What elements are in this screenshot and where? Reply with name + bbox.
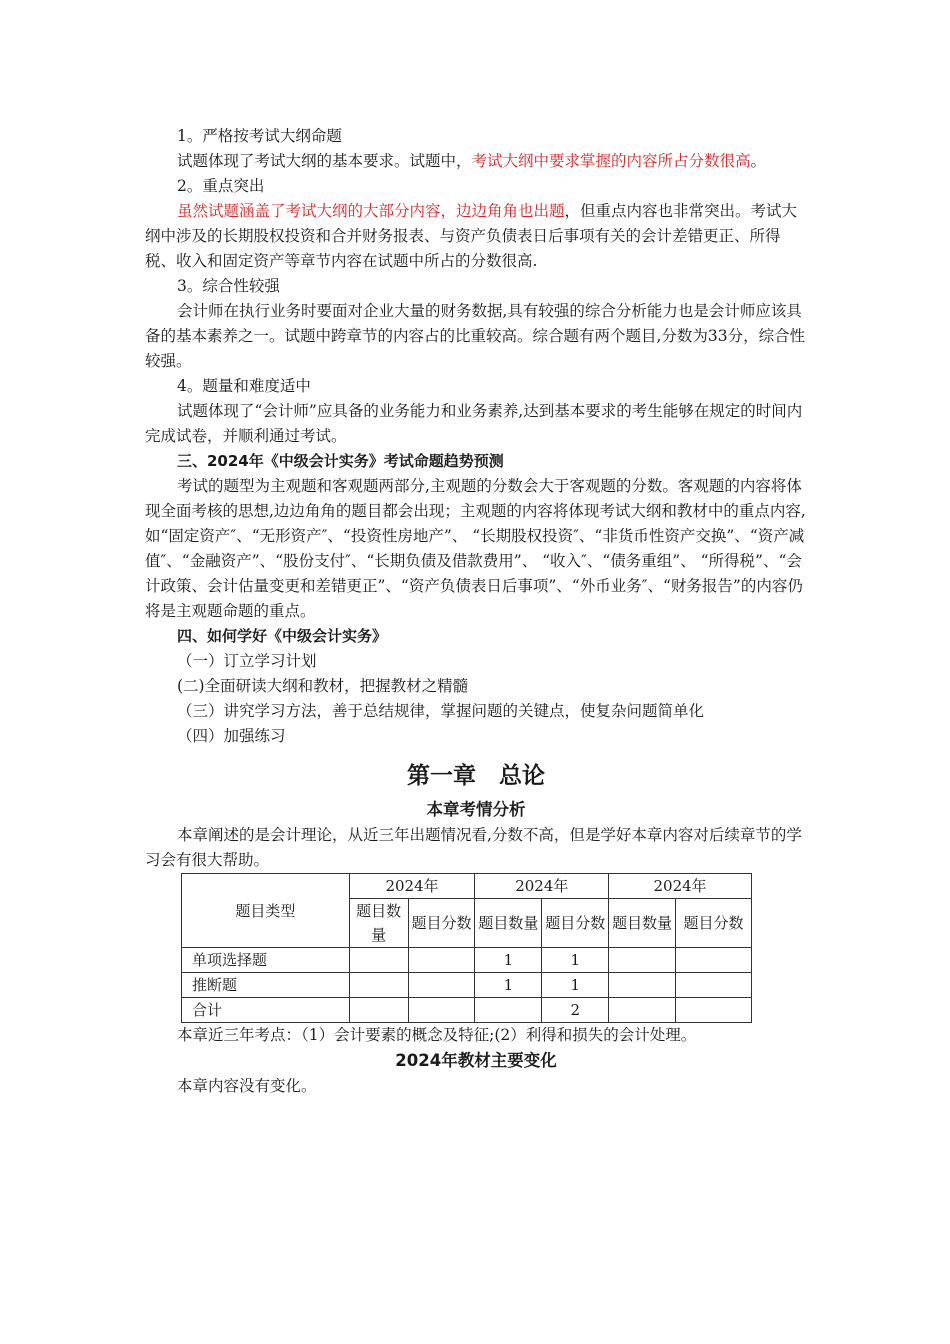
row-label-cell: 合计	[182, 998, 350, 1023]
paragraph-text: 试题体现了考试大纲的基本要求。试题中，	[177, 152, 472, 170]
type-header-cell: 题目类型	[182, 874, 350, 948]
table-row	[182, 948, 752, 973]
analysis-paragraph: 本章阐述的是会计理论，从近三年出题情况看,分数不高，但是学好本章内容对后续章节的学习会有很大帮助。	[145, 826, 802, 869]
table-cell: 2	[542, 998, 609, 1023]
sec1-heading-3: 3。综合性较强	[177, 277, 280, 295]
table-cell	[676, 998, 752, 1023]
sec1-heading-4: 4。题量和难度适中	[177, 377, 311, 395]
table-cell	[408, 973, 475, 998]
table-cell	[676, 973, 752, 998]
row-label-cell: 推断题	[182, 973, 350, 998]
subheader-cell: 题目数量	[609, 899, 676, 948]
sec1-heading-2: 2。重点突出	[177, 177, 265, 195]
highlight-text: 考试大纲中要求掌握的内容所占分数很高	[471, 152, 751, 170]
subheader-cell: 题目数量	[349, 899, 408, 948]
subheader-cell: 题目分数	[676, 899, 752, 948]
sec4-item: (二)全面研读大纲和教材，把握教材之精髓	[177, 677, 469, 695]
paragraph-text: 。	[750, 152, 767, 170]
year-header-cell: 2024年	[475, 874, 609, 899]
paragraph-text: ，但重点内容也非常突出。考试大纲中涉及的长期股权投资和合并财务报表、与资产负债表日后事项有关的会计差错更正、所得税、收入和固定资产等章节内容在试题中所占的分数很高.	[145, 202, 798, 270]
highlight-text: 虽然试题涵盖了考试大纲的大部分内容，边边角角也出题	[177, 202, 565, 220]
sec1-paragraph-1	[145, 149, 807, 174]
change-paragraph: 本章内容没有变化。	[177, 1077, 317, 1095]
analysis-title: 本章考情分析	[426, 800, 526, 819]
table-cell: 1	[475, 948, 542, 973]
change-title: 2024年教材主要变化	[395, 1051, 557, 1070]
sec4-item: （三）讲究学习方法，善于总结规律，掌握问题的关键点，使复杂问题简单化	[177, 702, 705, 720]
table-cell	[408, 998, 475, 1023]
sec3-heading: 三、2024年《中级会计实务》考试命题趋势预测	[177, 452, 504, 470]
table-cell	[349, 948, 408, 973]
subheader-cell: 题目分数	[542, 899, 609, 948]
table-cell: 1	[542, 948, 609, 973]
sec1-heading-1: 1。严格按考试大纲命题	[177, 127, 342, 145]
chapter-title: 第一章 总论	[407, 763, 545, 789]
sec1-paragraph-4: 试题体现了“会计师”应具备的业务能力和业务素养,达到基本要求的考生能够在规定的时间内完成试卷，并顺利通过考试。	[145, 402, 803, 445]
table-cell	[475, 998, 542, 1023]
row-label-cell: 单项选择题	[182, 948, 350, 973]
sec3-paragraph: 考试的题型为主观题和客观题两部分,主观题的分数会大于客观题的分数。客观题的内容将体现全面考核的思想,边边角角的题目都会出现；主观题的内容将体现考试大纲和教材中的重点内容,如“固定资产″、“无形资产″、“投资性房地产”、 “长期股权投资″、“非货币性资产交换”、“资产减值″、“金融资产”、“股份支付″、“长期负债及借款费用”、 “收入″、“债务重组”、 “所得税”、“会计政策、会计估量变更和差错更正”、“资产负债表日后事项”、“外币业务″、“财务报告”的内容仍将是主观题命题的重点。	[145, 477, 806, 620]
table-cell: 1	[542, 973, 609, 998]
table-row	[182, 973, 752, 998]
table-cell	[609, 973, 676, 998]
table-header-row	[182, 874, 752, 899]
subheader-cell: 题目分数	[408, 899, 475, 948]
sec1-paragraph-3: 会计师在执行业务时要面对企业大量的财务数据,具有较强的综合分析能力也是会计师应该具备的基本素养之一。试题中跨章节的内容占的比重较高。综合题有两个题目,分数为33分，综合性较强。	[145, 302, 806, 370]
table-cell	[349, 998, 408, 1023]
subheader-cell: 题目数量	[475, 899, 542, 948]
sec1-paragraph-2	[145, 199, 807, 274]
sec4-item: （四）加强练习	[177, 727, 286, 745]
sec4-heading: 四、如何学好《中级会计实务》	[177, 627, 388, 645]
table-cell: 1	[475, 973, 542, 998]
table-cell	[609, 948, 676, 973]
kaodian-paragraph: 本章近三年考点：（1）会计要素的概念及特征;(2）利得和损失的会计处理。	[177, 1026, 697, 1044]
table-row	[182, 998, 752, 1023]
year-header-cell: 2024年	[349, 874, 475, 899]
table-cell	[609, 998, 676, 1023]
sec4-item: （一）订立学习计划	[177, 652, 317, 670]
table-cell	[408, 948, 475, 973]
exam-stats-table	[181, 873, 752, 1023]
table-cell	[676, 948, 752, 973]
table-cell	[349, 973, 408, 998]
year-header-cell: 2024年	[609, 874, 752, 899]
document-page	[145, 124, 807, 1099]
